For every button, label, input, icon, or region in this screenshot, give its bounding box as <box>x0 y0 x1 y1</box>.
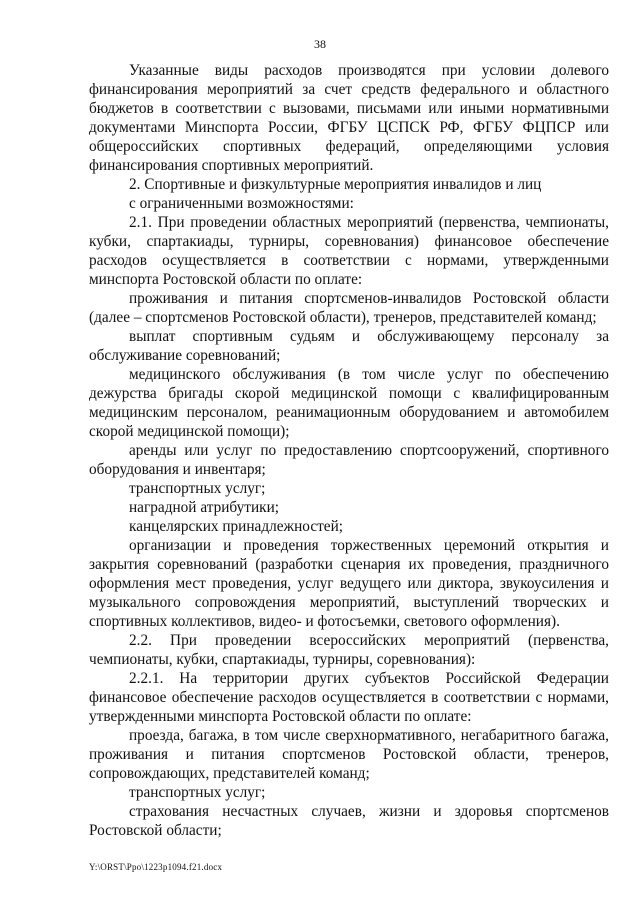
list-item-facility-rental: аренды или услуг по предоставлению спортсооружений, спортивного оборудования и инвентаря; <box>89 442 609 478</box>
list-item-transport: транспортных услуг; <box>129 480 266 497</box>
clause-2-2: 2.2. При проведении всероссийских мероприятий (первенства, чемпионаты, кубки, спартакиады, турниры, соревнования): <box>89 632 609 668</box>
clause-2-2-1: 2.2.1. На территории других субъектов Российской Федерации финансовое обеспечение расходов осуществляется в соответствии с нормами, утвержденными минспорта Ростовской области по оплате: <box>89 670 609 725</box>
clause-2-1: 2.1. При проведении областных мероприятий (первенства, чемпионаты, кубки, спартакиады, турниры, соревнования) финансовое обеспечение расходов осуществляется в соответствии с нормами, утвержденными минспорта Ростовской области по оплате: <box>89 214 609 288</box>
document-body <box>89 61 609 840</box>
section-2-heading-continued: с ограниченными возможностями: <box>129 195 354 212</box>
page-number: 38 <box>314 37 326 51</box>
list-item-insurance: страхования несчастных случаев, жизни и здоровья спортсменов Ростовской области; <box>89 803 609 839</box>
list-item-awards: наградной атрибутики; <box>129 499 280 516</box>
list-item-ceremonies: организации и проведения торжественных церемоний открытия и закрытия соревнований (разработки сценария их проведения, праздничного оформления мест проведения, услуг ведущего или диктора, звукоусиления и музыкального сопровождения мероприятий, выступлений творческих и спортивных коллективов, видео- и фотосъемки, светового оформления). <box>89 537 609 630</box>
list-item-stationery: канцелярских принадлежностей; <box>129 518 344 535</box>
list-item-referee-payments: выплат спортивным судьям и обслуживающему персоналу за обслуживание соревнований; <box>89 328 609 364</box>
list-item-transport-2: транспортных услуг; <box>129 784 266 801</box>
list-item-travel-luggage: проезда, багажа, в том числе сверхнормативного, негабаритного багажа, проживания и питания спортсменов Ростовской области, тренеров, сопровождающих, представителей команд; <box>89 727 609 782</box>
list-item-accommodation: проживания и питания спортсменов-инвалидов Ростовской области (далее – спортсменов Ростовской области), тренеров, представителей команд; <box>89 290 609 326</box>
file-path-footer: Y:\ORST\Ppo\1223p1094.f21.docx <box>89 862 223 872</box>
list-item-medical-service: медицинского обслуживания (в том числе услуг по обеспечению дежурства бригады скорой медицинской помощи с квалифицированным медицинским персоналом, реанимационным оборудованием и автомобилем скорой медицинской помощи); <box>89 366 609 440</box>
paragraph-funding-conditions: Указанные виды расходов производятся при условии долевого финансирования мероприятий за счет средств федерального и областного бюджетов в соответствии с вызовами, письмами или иными нормативными документами Минспорта России, ФГБУ ЦСПСК РФ, ФГБУ ФЦПСР или общероссийских спортивных федераций, определяющими условия финансирования спортивных мероприятий. <box>89 62 609 174</box>
section-2-heading: 2. Спортивные и физкультурные мероприятия инвалидов и лиц <box>129 176 542 193</box>
